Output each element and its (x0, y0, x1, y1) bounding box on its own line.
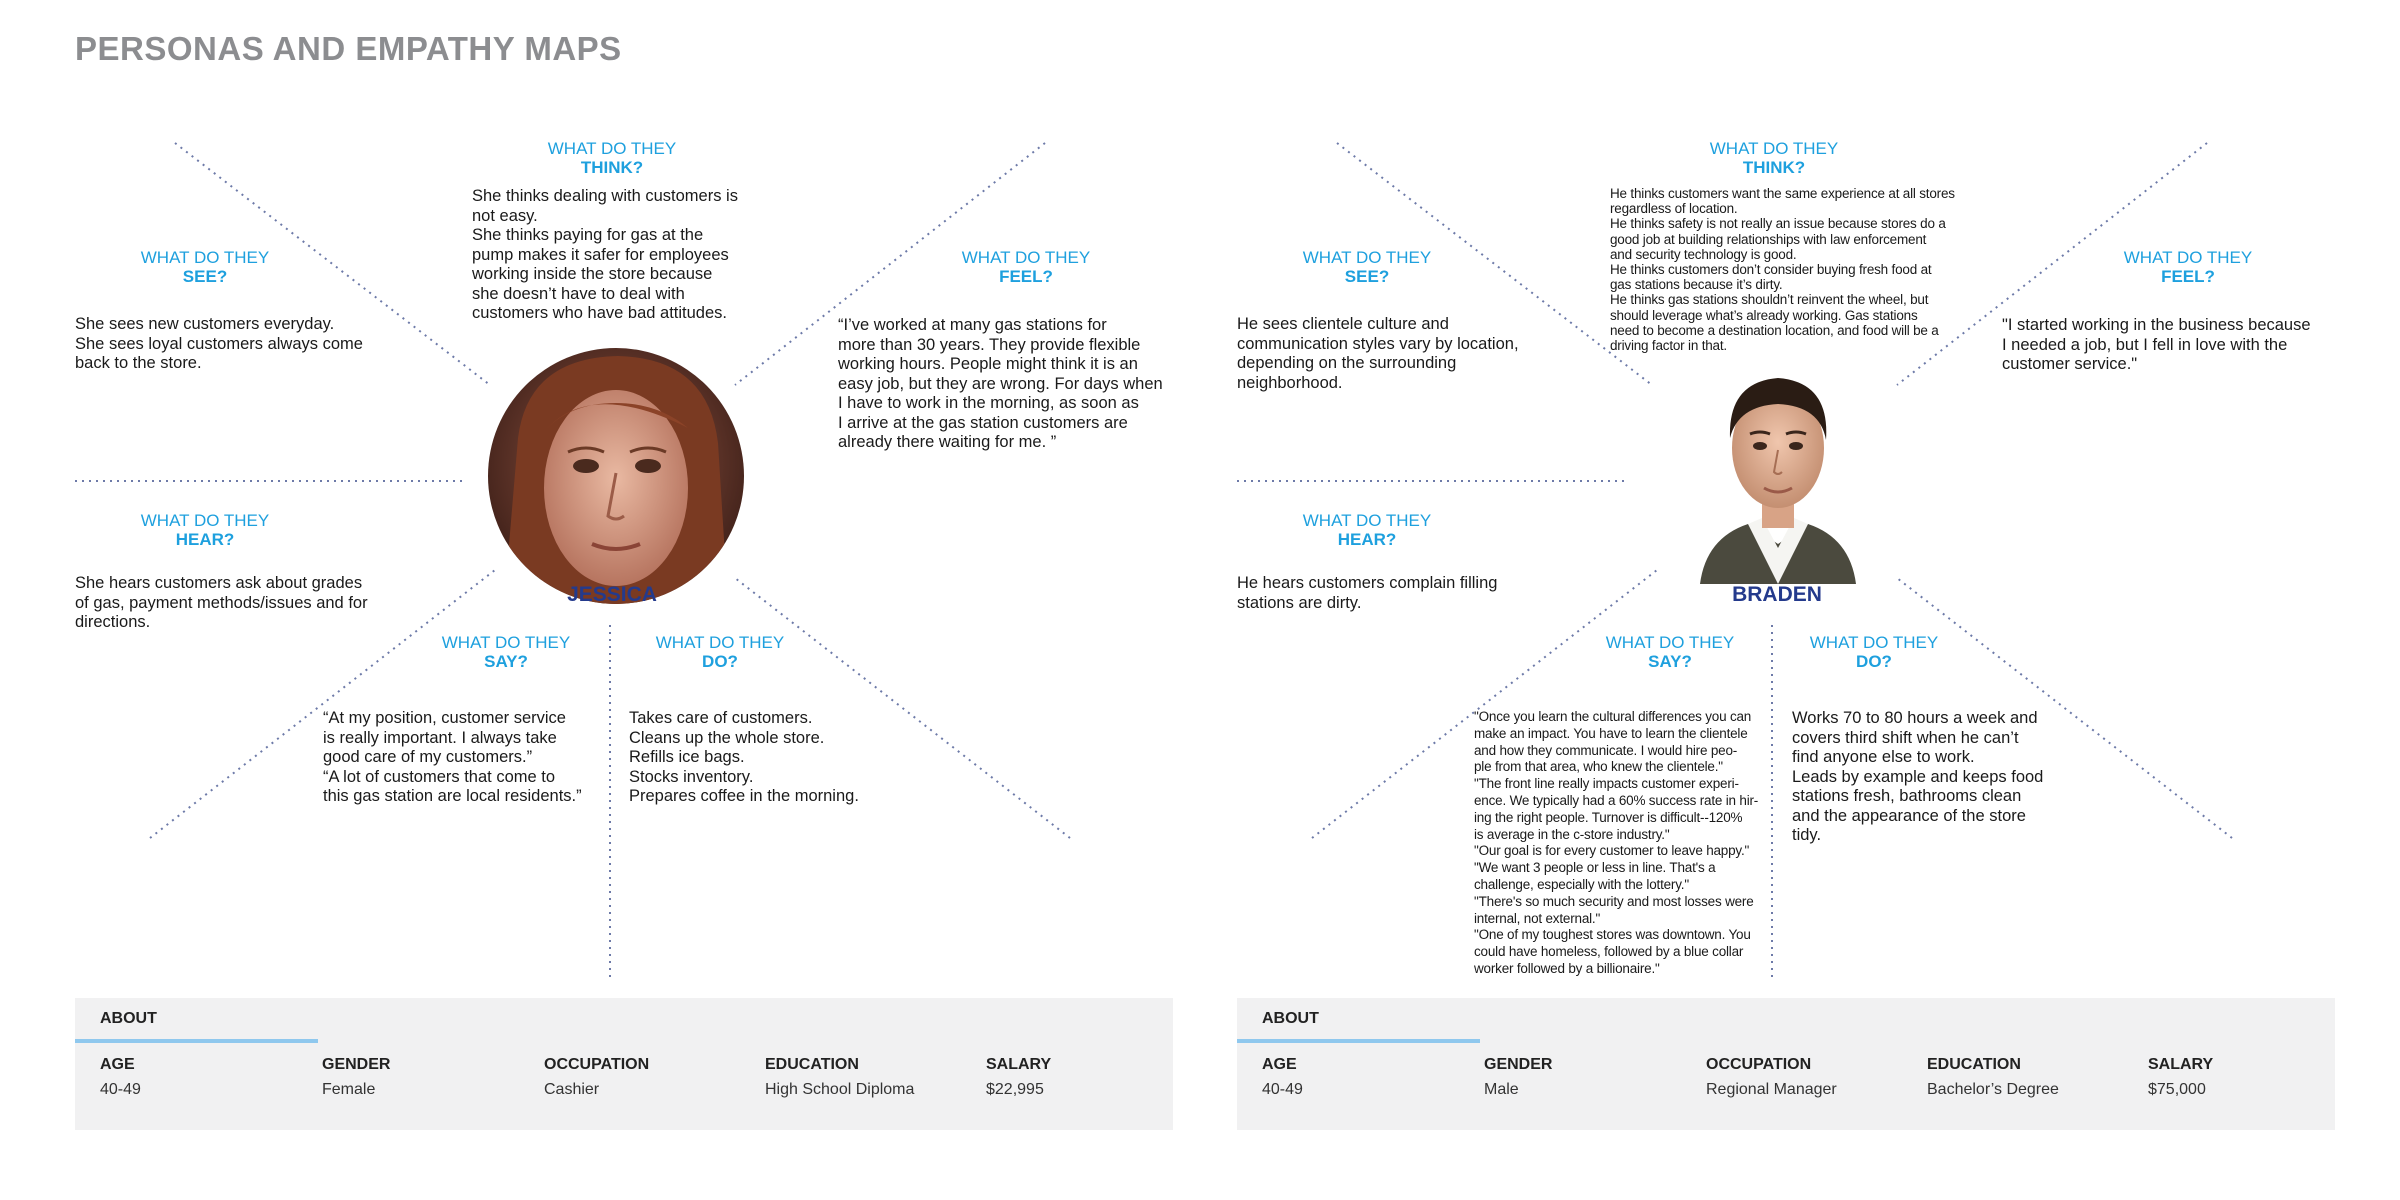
feel-label: WHAT DO THEY FEEL? (2123, 248, 2253, 286)
about-gender: GENDER Male (1484, 1056, 1553, 1098)
about-underline (1237, 1039, 1480, 1043)
about-gender: GENDER Female (322, 1056, 391, 1098)
do-text: Works 70 to 80 hours a week and covers third shift when he can’t find anyone else to work. Leads by example and keeps food stations fresh, bathrooms clean and the appearance of the store tidy. (1792, 709, 2044, 844)
see-text: She sees new customers everyday. She sees loyal customers always come back to the store. (75, 315, 363, 372)
about-education: EDUCATION High School Diploma (765, 1056, 915, 1098)
about-heading: ABOUT (100, 1010, 157, 1027)
see-text: He sees clientele culture and communication styles vary by location, depending on the surrounding neighborhood. (1237, 315, 1519, 392)
feel-text: “I’ve worked at many gas stations for more than 30 years. They provide flexible working hours. People might think it is an easy job, but they are wrong. For days when I have to work in the morning, as soon as I arrive at the gas station customers are already there waiting for me. ” (838, 316, 1163, 451)
think-text: She thinks dealing with customers is not easy. She thinks paying for gas at the pump makes it safer for employees working inside the store because she doesn’t have to deal with customers who have bad attitudes. (472, 187, 738, 322)
do-label: WHAT DO THEY DO? (1809, 633, 1939, 671)
persona-name: BRADEN (1732, 583, 1822, 606)
say-label: WHAT DO THEY SAY? (441, 633, 571, 671)
persona-braden (1162, 0, 2342, 1200)
hear-text: He hears customers complain filling stations are dirty. (1237, 574, 1498, 612)
see-label: WHAT DO THEY SEE? (1302, 248, 1432, 286)
say-text: “At my position, customer service is really important. I always take good care of my customers.” “A lot of customers that come to this gas station are local residents.” (323, 709, 582, 805)
think-label: WHAT DO THEY THINK? (1709, 139, 1839, 177)
about-underline (75, 1039, 318, 1043)
think-text: He thinks customers want the same experience at all stores regardless of location. He thinks safety is not really an issue because stores do a good job at building relationships with law enforcement and security technology is good. He thinks customers don’t consider buying fresh food at gas stations because it’s dirty. He thinks gas stations shouldn’t reinvent the wheel, but should leverage what’s already working. Gas stations need to become a destination location, and food will be a driving factor in that. (1610, 186, 1955, 354)
persona-name: JESSICA (567, 583, 657, 606)
persona-jessica (0, 0, 1180, 1200)
feel-label: WHAT DO THEY FEEL? (961, 248, 1091, 286)
jessica-photo (488, 348, 744, 604)
about-education: EDUCATION Bachelor’s Degree (1927, 1056, 2059, 1098)
man-portrait-icon (1700, 348, 1856, 584)
say-label: WHAT DO THEY SAY? (1605, 633, 1735, 671)
about-age: AGE 40-49 (100, 1056, 141, 1098)
think-label: WHAT DO THEY THINK? (547, 139, 677, 177)
woman-portrait-icon (488, 348, 744, 604)
see-label: WHAT DO THEY SEE? (140, 248, 270, 286)
hear-label: WHAT DO THEY HEAR? (140, 511, 270, 549)
say-text: "Once you learn the cultural differences you can make an impact. You have to learn the clientele and how they communicate. I would hire peo- ple from that area, who knew the clientele." "The front line really impacts customer experi- ence. We typically had a 60% success rate in hir- ing the right people. Turnover is difficult--120% is average in the c-store industry." "Our goal is for every customer to leave happy." "We want 3 people or less in line. That's a challenge, especially with the lottery." "There's so much security and most losses were internal, not external." "One of my toughest stores was downtown. You could have homeless, followed by a blue collar worker followed by a billionaire." (1474, 709, 1759, 976)
do-label: WHAT DO THEY DO? (655, 633, 785, 671)
about-occupation: OCCUPATION Regional Manager (1706, 1056, 1837, 1098)
about-occupation: OCCUPATION Cashier (544, 1056, 650, 1098)
about-heading: ABOUT (1262, 1010, 1319, 1027)
about-panel (75, 998, 1173, 1130)
hear-text: She hears customers ask about grades of gas, payment methods/issues and for directions. (75, 574, 368, 631)
about-panel (1237, 998, 2335, 1130)
about-salary: SALARY $75,000 (2148, 1056, 2214, 1098)
about-salary: SALARY $22,995 (986, 1056, 1052, 1098)
page-title: PERSONAS AND EMPATHY MAPS (75, 30, 622, 67)
do-text: Takes care of customers. Cleans up the whole store. Refills ice bags. Stocks inventory. Prepares coffee in the morning. (629, 709, 859, 805)
braden-photo (1700, 348, 1856, 584)
hear-label: WHAT DO THEY HEAR? (1302, 511, 1432, 549)
feel-text: "I started working in the business because I needed a job, but I fell in love with the customer service." (2002, 316, 2311, 373)
about-age: AGE 40-49 (1262, 1056, 1303, 1098)
